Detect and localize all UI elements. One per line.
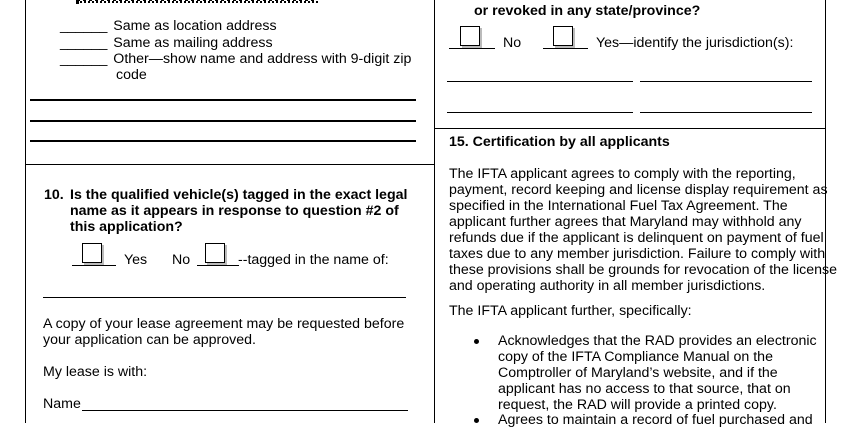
right-yes-checkbox[interactable] (553, 26, 573, 46)
bullet1-line-1: Acknowledges that the RAD provides an electronic (498, 333, 817, 349)
option-other-cont: code (116, 67, 147, 83)
q10-no-label: No (172, 252, 191, 268)
q10-line-1: Is the qualified vehicle(s) tagged in the exact legal (70, 187, 408, 203)
cert-para-6: taxes due to any member jurisdiction. Failure to comply with (449, 246, 826, 262)
option-blank: ______ (60, 35, 108, 51)
option-same-location[interactable] (60, 18, 277, 35)
jurisdiction-line-2[interactable] (640, 81, 812, 82)
lease-line-2: your application can be approved. (43, 332, 256, 348)
address-line-2[interactable] (30, 120, 416, 122)
option-other[interactable] (60, 51, 411, 68)
option-blank: ______ (60, 18, 108, 34)
lease-name-label: Name (43, 396, 81, 412)
q10-number: 10. (44, 187, 64, 203)
right-no-label: No (503, 35, 522, 51)
cert-heading: 15. Certification by all applicants (449, 134, 670, 150)
bullet1-line-4: applicant has no access to that source, that on (498, 381, 791, 397)
right-border (825, 0, 826, 423)
cert-para-1: The IFTA applicant agrees to comply with the reporting, (449, 166, 796, 182)
clipped-question-text (58, 0, 318, 4)
bullet2-line-1: Agrees to maintain a record of fuel purchased and (498, 412, 813, 428)
right-section-divider (434, 128, 826, 129)
bullet-dot-2 (474, 418, 479, 423)
lease-with-label: My lease is with: (43, 364, 148, 380)
right-no-checkbox[interactable] (460, 26, 480, 46)
bullet-dot-1 (474, 339, 479, 344)
q10-yes-label: Yes (124, 252, 148, 268)
jurisdiction-line-3[interactable] (447, 112, 633, 113)
left-border (25, 0, 26, 423)
tagged-name-line[interactable] (43, 297, 406, 298)
right-yes-label: Yes—identify the jurisdiction(s): (596, 35, 794, 51)
q10-line-2: name as it appears in response to question #2 of (70, 203, 399, 219)
cert-further: The IFTA applicant further, specifically: (449, 303, 692, 319)
address-line-1[interactable] (30, 99, 416, 101)
cert-para-2: payment, record keeping and license display requirement as (449, 182, 828, 198)
q10-yes-checkbox[interactable] (82, 243, 102, 263)
jurisdiction-line-4[interactable] (640, 112, 812, 113)
cert-para-5: refunds due if the applicant is delinquent on payment of fuel (449, 230, 824, 246)
q10-tagged-label: --tagged in the name of: (238, 252, 389, 268)
q10-no-blank (197, 265, 239, 266)
option-same-mailing[interactable] (60, 35, 273, 52)
cert-para-3: specified in the International Fuel Tax Agreement. The (449, 198, 788, 214)
q10-yes-blank (72, 265, 116, 266)
option-label: Same as mailing address (113, 35, 273, 51)
center-divider (434, 0, 435, 423)
cert-para-7: these provisions shall be grounds for revocation of the license (449, 262, 838, 278)
q10-line-3: this application? (70, 219, 183, 235)
address-line-3[interactable] (30, 140, 416, 142)
cert-para-8: and operating authority in all member jurisdictions. (449, 278, 766, 294)
bullet1-line-3: Comptroller of Maryland’s website, and if the (498, 365, 778, 381)
bullet1-line-2: copy of the IFTA Compliance Manual on the (498, 349, 773, 365)
right-question-cont: or revoked in any state/province? (474, 3, 701, 19)
lease-name-line[interactable] (82, 410, 408, 411)
lease-line-1: A copy of your lease agreement may be requested before (43, 316, 405, 332)
right-yes-blank (543, 48, 588, 49)
option-label: Same as location address (113, 18, 277, 34)
cert-para-4: applicant further agrees that Maryland may withhold any (449, 214, 802, 230)
option-label: Other—show name and address with 9-digit zip (113, 51, 412, 67)
left-section-divider (25, 164, 435, 165)
bullet1-line-5: request, the RAD will provide a printed copy. (498, 397, 777, 413)
right-no-blank (449, 48, 495, 49)
q10-no-checkbox[interactable] (205, 243, 225, 263)
option-blank: ______ (60, 51, 108, 67)
clipped-right-question (448, 0, 818, 2)
jurisdiction-line-1[interactable] (447, 81, 633, 82)
